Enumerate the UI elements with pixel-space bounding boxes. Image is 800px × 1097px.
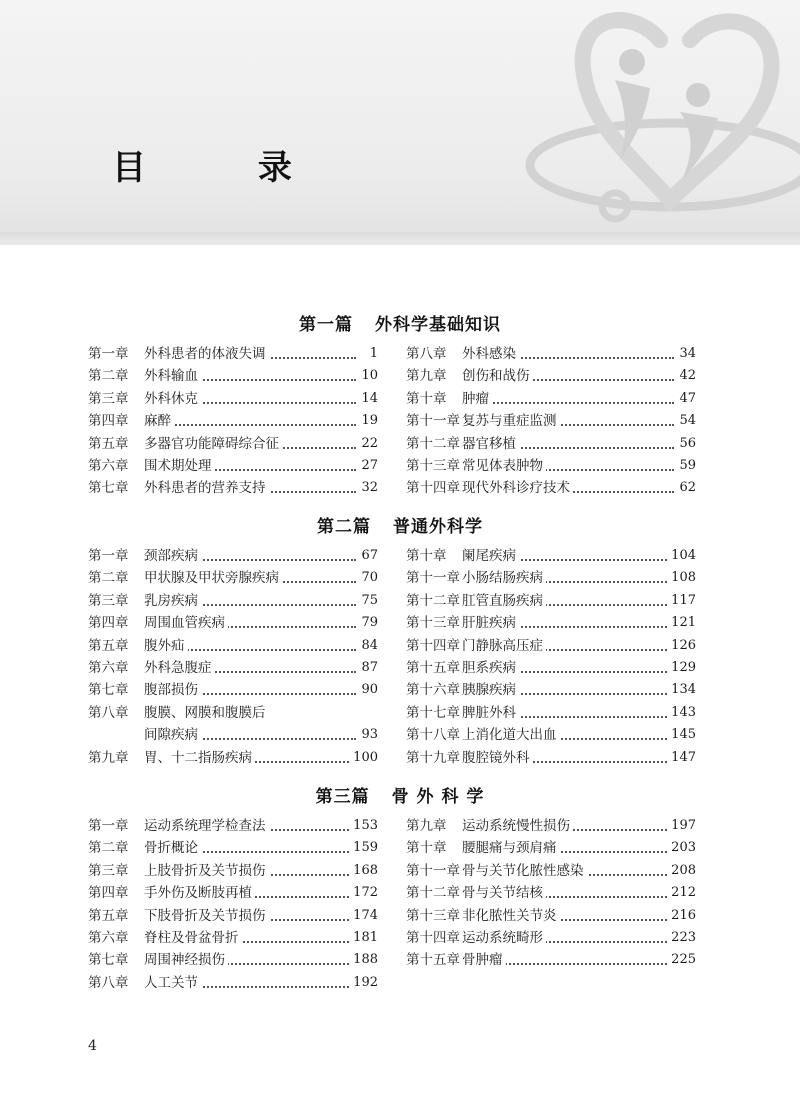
part-name: 普通外科学 xyxy=(393,517,483,537)
chapter-title: 周围血管疾病 xyxy=(144,613,228,633)
part-name: 骨 外 科 学 xyxy=(391,787,485,807)
toc-entry[interactable] xyxy=(88,816,378,836)
page-ref: 34 xyxy=(676,344,696,364)
toc-entry[interactable] xyxy=(406,838,696,858)
chapter-title: 麻醉 xyxy=(144,411,174,431)
page-ref: 19 xyxy=(358,411,378,431)
page-ref: 145 xyxy=(668,725,696,745)
page-ref: 143 xyxy=(668,703,696,723)
part-name: 外科学基础知识 xyxy=(375,315,501,335)
chapter-number: 第四章 xyxy=(88,615,129,632)
dot-leader xyxy=(144,424,356,426)
chapter-title: 外科患者的体液失调 xyxy=(144,344,269,364)
chapter-number: 第八章 xyxy=(406,346,447,362)
chapter-number: 第一章 xyxy=(88,818,129,834)
chapter-number: 第十章 xyxy=(406,548,447,564)
page-ref: 159 xyxy=(350,838,378,858)
toc-entry[interactable] xyxy=(406,568,696,588)
part-label: 第二篇 xyxy=(317,517,371,537)
toc-entry[interactable] xyxy=(88,950,378,970)
toc-entry[interactable] xyxy=(406,861,696,881)
page-ref: 56 xyxy=(676,434,696,454)
chapter-title: 围术期处理 xyxy=(144,456,215,476)
chapter-number: 第十八章 xyxy=(406,727,460,744)
page-ref: 174 xyxy=(350,906,378,926)
chapter-number: 第六章 xyxy=(88,930,129,946)
header-banner xyxy=(0,0,800,245)
chapter-title: 腹外疝 xyxy=(144,636,188,656)
chapter-title: 复苏与重症监测 xyxy=(462,411,560,431)
toc-entry[interactable] xyxy=(88,546,378,566)
part-label: 第一篇 xyxy=(299,315,353,335)
chapter-number: 第十章 xyxy=(406,840,447,857)
chapter-number: 第二章 xyxy=(88,840,129,857)
chapter-title: 人工关节 xyxy=(144,973,201,993)
toc-entry[interactable] xyxy=(88,838,378,858)
chapter-number: 第二章 xyxy=(88,570,129,587)
toc-entry[interactable] xyxy=(88,411,378,431)
toc-entry[interactable] xyxy=(88,680,378,700)
chapter-number: 第五章 xyxy=(88,435,129,452)
chapter-title: 脊柱及骨盆骨折 xyxy=(144,928,242,948)
chapter-title: 周围神经损伤 xyxy=(144,950,228,970)
chapter-title: 小肠结肠疾病 xyxy=(462,568,546,588)
chapter-title: 腰腿痛与颈肩痛 xyxy=(462,838,560,858)
page-ref: 14 xyxy=(358,389,378,409)
chapter-title: 外科患者的营养支持 xyxy=(144,478,269,498)
chapter-title: 常见体表肿物 xyxy=(462,456,546,476)
chapter-number: 第九章 xyxy=(406,368,447,385)
page-number: 4 xyxy=(88,1038,97,1054)
toc-entry[interactable] xyxy=(88,478,378,498)
chapter-number: 第十六章 xyxy=(406,682,460,699)
toc-entry[interactable] xyxy=(88,456,378,476)
page-ref: 75 xyxy=(358,591,378,611)
chapter-title: 肝脏疾病 xyxy=(462,613,519,633)
chapter-title: 门静脉高压症 xyxy=(462,636,546,656)
chapter-number: 第九章 xyxy=(406,818,447,834)
toc-entry[interactable] xyxy=(406,389,696,409)
page-ref: 100 xyxy=(350,748,378,768)
toc-entry[interactable] xyxy=(406,906,696,926)
chapter-number: 第二章 xyxy=(88,368,129,385)
toc-entry[interactable] xyxy=(406,411,696,431)
chapter-title: 创伤和战伤 xyxy=(462,366,533,386)
toc-entry[interactable] xyxy=(406,928,696,948)
chapter-title: 肛管直肠疾病 xyxy=(462,591,546,611)
chapter-number: 第八章 xyxy=(88,704,129,721)
page-ref: 212 xyxy=(668,883,696,903)
toc-entry[interactable] xyxy=(88,703,378,723)
page-ref: 216 xyxy=(668,906,696,926)
chapter-number: 第十一章 xyxy=(406,413,460,430)
chapter-title: 肿瘤 xyxy=(462,389,492,409)
chapter-title: 非化脓性关节炎 xyxy=(462,906,560,926)
chapter-number: 第十二章 xyxy=(406,435,460,452)
chapter-number: 第十四章 xyxy=(406,480,460,497)
page-ref: 134 xyxy=(668,680,696,700)
page-ref: 84 xyxy=(358,636,378,656)
dot-leader xyxy=(462,402,674,404)
page-ref: 126 xyxy=(668,636,696,656)
chapter-number: 第十一章 xyxy=(406,570,460,587)
page-ref: 147 xyxy=(668,748,696,768)
page-ref: 47 xyxy=(676,389,696,409)
page-ref: 121 xyxy=(668,613,696,633)
chapter-number: 第三章 xyxy=(88,862,129,879)
chapter-number: 第十五章 xyxy=(406,660,460,676)
page-title: 目 录 xyxy=(112,148,342,188)
page-ref: 27 xyxy=(358,456,378,476)
chapter-number: 第十二章 xyxy=(406,885,460,902)
chapter-number: 第十四章 xyxy=(406,637,460,654)
chapter-number: 第五章 xyxy=(88,637,129,654)
toc-entry[interactable] xyxy=(406,950,696,970)
chapter-number: 第六章 xyxy=(88,458,129,474)
chapter-title: 阑尾疾病 xyxy=(462,546,519,566)
chapter-title: 胃、十二指肠疾病 xyxy=(144,748,255,768)
chapter-title: 甲状腺及甲状旁腺疾病 xyxy=(144,568,282,588)
toc-entry[interactable] xyxy=(406,456,696,476)
chapter-title: 运动系统畸形 xyxy=(462,928,546,948)
toc-entry[interactable] xyxy=(88,928,378,948)
chapter-number: 第十三章 xyxy=(406,458,460,474)
chapter-number: 第五章 xyxy=(88,907,129,924)
toc-entry[interactable] xyxy=(406,591,696,611)
chapter-title: 下肢骨折及关节损伤 xyxy=(144,906,269,926)
page-ref: 93 xyxy=(358,725,378,745)
chapter-title: 外科输血 xyxy=(144,366,201,386)
chapter-title: 器官移植 xyxy=(462,434,519,454)
chapter-title: 外科急腹症 xyxy=(144,658,215,678)
chapter-number: 第三章 xyxy=(88,390,129,407)
chapter-title: 运动系统理学检查法 xyxy=(144,816,269,836)
chapter-title: 上肢骨折及关节损伤 xyxy=(144,861,269,881)
chapter-title: 脾脏外科 xyxy=(462,703,519,723)
chapter-title: 颈部疾病 xyxy=(144,546,201,566)
chapter-title: 胰腺疾病 xyxy=(462,680,519,700)
page-ref: 181 xyxy=(350,928,378,948)
page-ref: 208 xyxy=(668,861,696,881)
toc-entry[interactable] xyxy=(88,636,378,656)
page-ref: 54 xyxy=(676,411,696,431)
part-title xyxy=(0,512,800,537)
toc-entry[interactable] xyxy=(406,748,696,768)
page-ref: 79 xyxy=(358,613,378,633)
part-label: 第三篇 xyxy=(315,787,370,807)
chapter-number: 第七章 xyxy=(88,952,129,969)
page-ref: 42 xyxy=(676,366,696,386)
chapter-title: 外科休克 xyxy=(144,389,201,409)
toc-entry[interactable] xyxy=(88,344,378,364)
page-ref: 104 xyxy=(668,546,696,566)
chapter-title: 间隙疾病 xyxy=(144,725,201,745)
chapter-number: 第十七章 xyxy=(406,704,460,721)
chapter-title: 外科感染 xyxy=(462,344,519,364)
toc-entry[interactable] xyxy=(406,725,696,745)
chapter-title: 骨与关节化脓性感染 xyxy=(462,861,587,881)
page-ref: 10 xyxy=(358,366,378,386)
chapter-title: 手外伤及断肢再植 xyxy=(144,883,255,903)
chapter-title: 骨折概论 xyxy=(144,838,201,858)
medical-heart-logo xyxy=(520,0,800,245)
toc-entry[interactable] xyxy=(88,861,378,881)
toc-entry[interactable] xyxy=(88,434,378,454)
page-ref: 172 xyxy=(350,883,378,903)
toc-entry[interactable] xyxy=(406,478,696,498)
toc-entry[interactable] xyxy=(406,883,696,903)
chapter-title: 运动系统慢性损伤 xyxy=(462,816,573,836)
chapter-title: 腹膜、网膜和腹膜后 xyxy=(144,703,269,723)
toc-entry[interactable] xyxy=(88,658,378,678)
toc-entry[interactable] xyxy=(406,816,696,836)
chapter-number: 第三章 xyxy=(88,592,129,609)
page-ref: 1 xyxy=(367,344,378,364)
toc-entry[interactable] xyxy=(88,591,378,611)
toc-entry[interactable] xyxy=(406,613,696,633)
page-ref: 32 xyxy=(358,478,378,498)
chapter-title: 现代外科诊疗技术 xyxy=(462,478,573,498)
chapter-title: 腹部损伤 xyxy=(144,680,201,700)
chapter-number: 第十五章 xyxy=(406,952,460,969)
page-ref: 108 xyxy=(668,568,696,588)
chapter-number: 第十三章 xyxy=(406,615,460,632)
page-ref: 129 xyxy=(668,658,696,678)
chapter-number: 第四章 xyxy=(88,885,129,902)
toc-entry[interactable] xyxy=(406,434,696,454)
chapter-number: 第九章 xyxy=(88,749,129,766)
toc-entry[interactable] xyxy=(406,680,696,700)
page-ref: 87 xyxy=(358,658,378,678)
page-ref: 70 xyxy=(358,568,378,588)
chapter-number: 第十三章 xyxy=(406,907,460,924)
chapter-number: 第十九章 xyxy=(406,749,460,766)
chapter-title: 多器官功能障碍综合征 xyxy=(144,434,282,454)
chapter-number: 第十二章 xyxy=(406,592,460,609)
toc-entry[interactable] xyxy=(406,546,696,566)
toc-entry[interactable] xyxy=(88,568,378,588)
page-ref: 168 xyxy=(350,861,378,881)
chapter-number: 第六章 xyxy=(88,660,129,676)
toc-entry[interactable] xyxy=(406,366,696,386)
part-title xyxy=(0,782,800,807)
banner-shadow xyxy=(0,232,800,245)
chapter-number: 第七章 xyxy=(88,682,129,699)
part-title xyxy=(0,310,800,335)
toc-entry[interactable] xyxy=(406,344,696,364)
toc-entry[interactable] xyxy=(88,389,378,409)
chapter-title: 胆系疾病 xyxy=(462,658,519,678)
toc-entry[interactable] xyxy=(88,366,378,386)
toc-entry[interactable] xyxy=(88,883,378,903)
page-ref: 223 xyxy=(668,928,696,948)
page-ref: 117 xyxy=(668,591,696,611)
page-ref: 225 xyxy=(668,950,696,970)
page-ref: 197 xyxy=(668,816,696,836)
chapter-title: 骨与关节结核 xyxy=(462,883,546,903)
page-ref: 203 xyxy=(668,838,696,858)
toc-entry[interactable] xyxy=(406,703,696,723)
chapter-number: 第七章 xyxy=(88,480,129,497)
page-ref: 62 xyxy=(676,478,696,498)
chapter-title: 乳房疾病 xyxy=(144,591,201,611)
chapter-title: 骨肿瘤 xyxy=(462,950,506,970)
chapter-number: 第八章 xyxy=(88,974,129,991)
page-ref: 153 xyxy=(350,816,378,836)
page-ref: 90 xyxy=(358,680,378,700)
toc-entry[interactable] xyxy=(88,906,378,926)
page-ref: 192 xyxy=(350,973,378,993)
chapter-number: 第十章 xyxy=(406,390,447,407)
toc-entry[interactable] xyxy=(88,613,378,633)
chapter-number: 第十一章 xyxy=(406,862,460,879)
page-ref: 22 xyxy=(358,434,378,454)
toc-entry[interactable] xyxy=(88,973,378,993)
page-ref: 67 xyxy=(358,546,378,566)
chapter-number: 第十四章 xyxy=(406,930,460,946)
toc-entry[interactable] xyxy=(406,658,696,678)
chapter-number: 第一章 xyxy=(88,548,129,564)
chapter-title: 腹腔镜外科 xyxy=(462,748,533,768)
page-ref: 59 xyxy=(676,456,696,476)
chapter-number: 第四章 xyxy=(88,413,129,430)
page-ref: 188 xyxy=(350,950,378,970)
toc-entry[interactable] xyxy=(406,636,696,656)
chapter-number: 第一章 xyxy=(88,346,129,362)
toc-entry[interactable] xyxy=(88,748,378,768)
chapter-title: 上消化道大出血 xyxy=(462,725,560,745)
toc-entry[interactable] xyxy=(88,725,378,745)
